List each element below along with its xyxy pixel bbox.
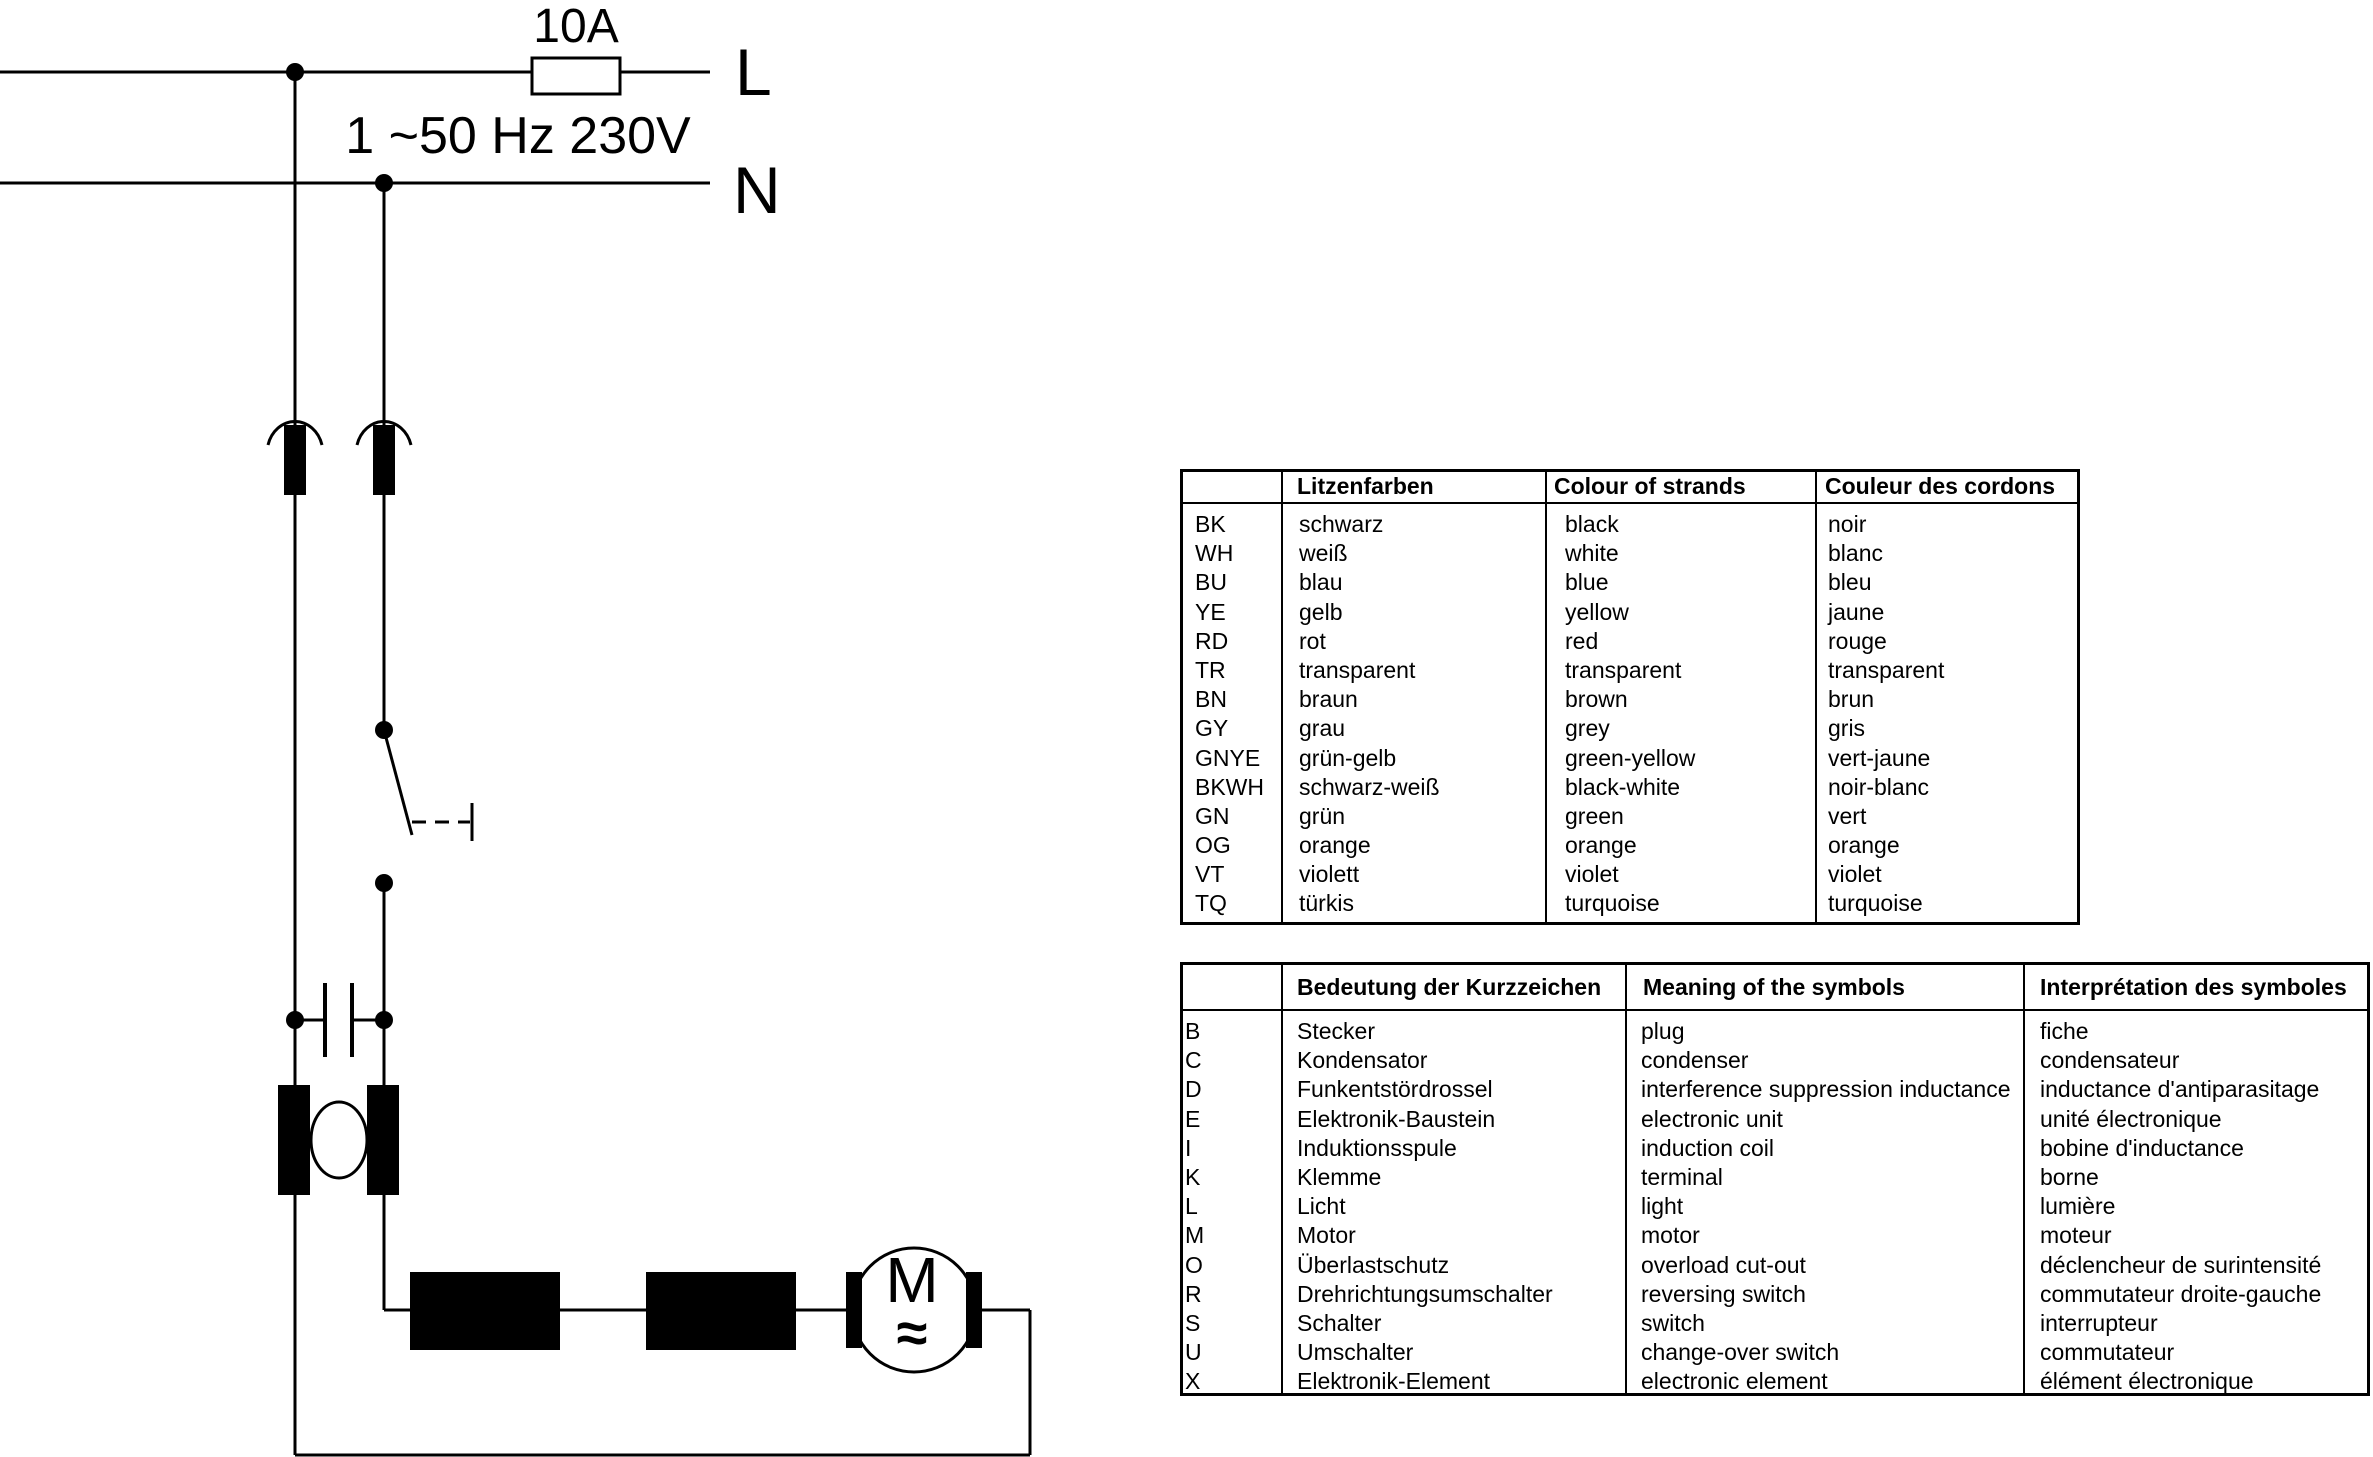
symbol-code-cell: C: [1185, 1047, 1202, 1074]
colour-code-cell: VT: [1195, 861, 1225, 888]
colour-french-cell: rouge: [1828, 627, 1887, 654]
symbol-german-column: [1297, 1017, 1553, 1396]
symbol-german-cell: Klemme: [1297, 1163, 1382, 1190]
choke-core: [311, 1102, 367, 1178]
symbol-german-cell: Elektronik-Baustein: [1297, 1105, 1496, 1132]
symbol-french-cell: bobine d'inductance: [2040, 1134, 2244, 1161]
colour-english-cell: green: [1565, 802, 1624, 829]
series-element-1: [410, 1272, 560, 1350]
switch-contact-top: [375, 721, 393, 739]
colour-code-cell: BKWH: [1195, 773, 1264, 800]
colour-german-cell: grau: [1299, 715, 1346, 742]
symbol-code-cell: B: [1185, 1018, 1201, 1044]
symbol-english-cell: switch: [1641, 1309, 1705, 1336]
circuit-schematic: [0, 0, 1060, 1457]
symbol-code-cell: D: [1185, 1076, 1202, 1103]
symbol-german-cell: Induktionsspule: [1297, 1134, 1457, 1161]
colour-german-cell: grün: [1299, 802, 1346, 829]
header-couleur-des-cordons: Couleur des cordons: [1825, 473, 2056, 499]
symbol-code-cell: O: [1185, 1251, 1203, 1278]
colour-french-cell: bleu: [1828, 569, 1872, 596]
wire-colour-legend: [1180, 469, 2080, 925]
colour-code-cell: GNYE: [1195, 744, 1261, 771]
switch-blade: [384, 730, 412, 835]
symbol-french-cell: élément électronique: [2040, 1368, 2254, 1395]
colour-code-cell: GY: [1195, 715, 1229, 742]
symbol-code-cell: R: [1185, 1280, 1202, 1307]
motor-brush-right: [966, 1272, 982, 1348]
colour-code-cell: TQ: [1195, 890, 1227, 917]
symbol-french-cell: déclencheur de surintensité: [2040, 1251, 2322, 1278]
symbol-english-cell: overload cut-out: [1641, 1251, 1806, 1278]
symbol-french-cell: fiche: [2040, 1018, 2089, 1044]
colour-german-cell: türkis: [1299, 890, 1354, 917]
symbol-french-cell: commutateur droite-gauche: [2040, 1280, 2322, 1307]
colour-english-cell: yellow: [1565, 598, 1629, 625]
symbol-german-cell: Umschalter: [1297, 1339, 1414, 1366]
colour-english-cell: green-yellow: [1565, 744, 1696, 771]
plug-pin-left: [284, 425, 306, 495]
symbol-german-cell: Licht: [1297, 1193, 1346, 1220]
colour-french-cell: transparent: [1828, 656, 1945, 683]
colour-english-cell: grey: [1565, 715, 1610, 742]
colour-english-cell: red: [1565, 627, 1599, 654]
colour-german-cell: schwarz-weiß: [1299, 773, 1440, 800]
symbol-english-cell: change-over switch: [1641, 1339, 1840, 1366]
colour-french-cell: gris: [1828, 715, 1866, 742]
symbol-english-cell: induction coil: [1641, 1134, 1774, 1161]
colour-german-cell: blau: [1299, 569, 1343, 596]
symbol-french-cell: condensateur: [2040, 1047, 2180, 1074]
colour-english-cell: brown: [1565, 686, 1628, 713]
symbol-english-cell: plug: [1641, 1018, 1685, 1044]
symbol-french-cell: interrupteur: [2040, 1309, 2158, 1336]
colour-english-cell: blue: [1565, 569, 1609, 596]
header-bedeutung: Bedeutung der Kurzzeichen: [1297, 974, 1602, 1000]
motor-ac-symbol: ≈: [896, 1301, 928, 1364]
line-L-label: L: [735, 35, 772, 109]
colour-german-cell: transparent: [1299, 656, 1416, 683]
symbol-english-cell: reversing switch: [1641, 1280, 1806, 1307]
choke-winding-left: [278, 1085, 310, 1195]
symbol-german-cell: Drehrichtungsumschalter: [1297, 1280, 1553, 1307]
colour-french-cell: noir: [1828, 511, 1867, 537]
symbol-german-cell: Funkentstördrossel: [1297, 1076, 1493, 1103]
fuse-rating-label: 10A: [533, 0, 619, 53]
header-colour-of-strands: Colour of strands: [1554, 473, 1746, 499]
symbol-german-cell: Stecker: [1297, 1018, 1375, 1044]
colour-german-column: [1299, 510, 1440, 919]
colour-english-cell: black: [1565, 511, 1619, 537]
junction-dot-N: [375, 174, 393, 192]
symbol-german-cell: Kondensator: [1297, 1047, 1428, 1074]
colour-english-cell: turquoise: [1565, 890, 1660, 917]
colour-code-cell: YE: [1195, 598, 1226, 625]
symbol-code-cell: K: [1185, 1163, 1201, 1190]
colour-french-cell: vert-jaune: [1828, 744, 1931, 771]
neutral-N-label: N: [733, 153, 781, 227]
symbol-french-cell: moteur: [2040, 1222, 2112, 1249]
colour-code-cell: GN: [1195, 802, 1230, 829]
symbol-code-cell: M: [1185, 1222, 1205, 1249]
symbol-english-cell: interference suppression inductance: [1641, 1076, 2011, 1103]
colour-french-cell: violet: [1828, 861, 1882, 888]
symbol-english-cell: light: [1641, 1193, 1684, 1220]
colour-german-cell: gelb: [1299, 598, 1343, 625]
switch-contact-bottom: [375, 874, 393, 892]
symbol-french-cell: lumière: [2040, 1193, 2116, 1220]
colour-english-cell: white: [1565, 540, 1619, 567]
colour-french-cell: orange: [1828, 832, 1900, 859]
colour-code-cell: RD: [1195, 627, 1229, 654]
symbol-english-cell: electronic unit: [1641, 1105, 1783, 1132]
choke-winding-right: [367, 1085, 399, 1195]
symbol-code-cell: E: [1185, 1105, 1201, 1132]
colour-french-cell: vert: [1828, 802, 1867, 829]
series-element-2: [646, 1272, 796, 1350]
header-interpretation: Interprétation des symboles: [2040, 974, 2347, 1000]
colour-english-cell: black-white: [1565, 773, 1681, 800]
colour-english-cell: violet: [1565, 861, 1619, 888]
symbol-german-cell: Elektronik-Element: [1297, 1368, 1491, 1395]
colour-french-cell: noir-blanc: [1828, 773, 1929, 800]
plug-pin-right: [373, 425, 395, 495]
motor-letter: M: [885, 1244, 939, 1316]
capacitor-junction-left: [286, 1011, 304, 1029]
colour-german-cell: violett: [1299, 861, 1360, 888]
symbol-english-cell: condenser: [1641, 1047, 1749, 1074]
symbol-code-cell: X: [1185, 1368, 1201, 1395]
symbol-french-cell: commutateur: [2040, 1339, 2175, 1366]
colour-german-cell: orange: [1299, 832, 1371, 859]
colour-german-cell: schwarz: [1299, 511, 1384, 537]
capacitor-junction-right: [375, 1011, 393, 1029]
symbol-french-cell: borne: [2040, 1163, 2099, 1190]
colour-code-cell: WH: [1195, 540, 1234, 567]
symbol-french-cell: inductance d'antiparasitage: [2040, 1076, 2320, 1103]
colour-code-cell: TR: [1195, 656, 1226, 683]
colour-code-cell: BU: [1195, 569, 1227, 596]
symbol-code-cell: U: [1185, 1339, 1202, 1366]
colour-english-cell: transparent: [1565, 656, 1682, 683]
symbol-english-cell: terminal: [1641, 1163, 1723, 1190]
colour-french-cell: jaune: [1828, 598, 1885, 625]
colour-code-cell: OG: [1195, 832, 1231, 859]
header-litzenfarben: Litzenfarben: [1297, 473, 1434, 499]
header-meaning: Meaning of the symbols: [1643, 974, 1905, 1000]
colour-french-column: [1828, 510, 1944, 919]
colour-german-cell: grün-gelb: [1299, 744, 1397, 771]
colour-german-cell: rot: [1299, 627, 1326, 654]
symbol-english-cell: motor: [1641, 1222, 1700, 1249]
motor-brush-left: [846, 1272, 862, 1348]
symbol-legend: [1180, 962, 2370, 1396]
colour-english-column: [1565, 510, 1695, 919]
colour-french-cell: brun: [1828, 686, 1875, 713]
junction-dot-L: [286, 63, 304, 81]
symbol-german-cell: Überlastschutz: [1297, 1251, 1450, 1278]
symbol-german-cell: Motor: [1297, 1222, 1356, 1249]
symbol-english-column: [1641, 1017, 2011, 1396]
symbol-english-cell: electronic element: [1641, 1368, 1828, 1395]
symbol-german-cell: Schalter: [1297, 1309, 1382, 1336]
fuse-symbol: [532, 58, 620, 94]
colour-german-cell: braun: [1299, 686, 1358, 713]
supply-spec-label: 1 ~50 Hz 230V: [345, 107, 691, 165]
colour-french-cell: turquoise: [1828, 890, 1923, 917]
symbol-code-column: [1185, 1017, 1204, 1396]
colour-code-cell: BN: [1195, 686, 1227, 713]
symbol-code-cell: S: [1185, 1309, 1201, 1336]
colour-french-cell: blanc: [1828, 540, 1883, 567]
colour-german-cell: weiß: [1299, 540, 1348, 567]
symbol-code-cell: I: [1185, 1134, 1192, 1161]
symbol-french-column: [2040, 1017, 2321, 1396]
colour-code-column: [1195, 510, 1264, 919]
colour-english-cell: orange: [1565, 832, 1637, 859]
colour-code-cell: BK: [1195, 511, 1226, 537]
symbol-french-cell: unité électronique: [2040, 1105, 2222, 1132]
symbol-code-cell: L: [1185, 1193, 1198, 1220]
